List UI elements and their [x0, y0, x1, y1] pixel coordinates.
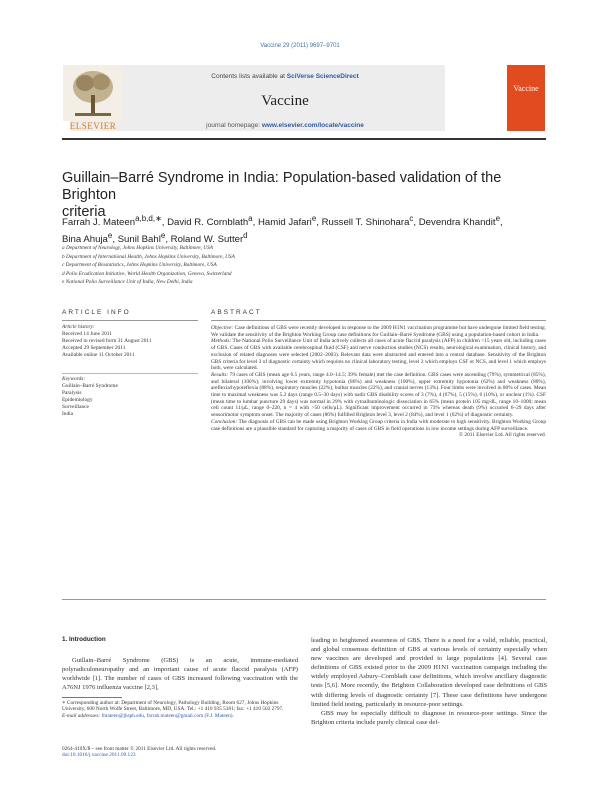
- author-affil-sup: c: [409, 214, 414, 223]
- author-name: , Sunil Bahl: [112, 234, 161, 246]
- author-name: , Roland W. Sutter: [165, 234, 244, 246]
- author-separator: ,: [500, 217, 503, 229]
- email-line: [62, 713, 298, 719]
- abstract-results: [211, 372, 546, 419]
- issn-block: [62, 746, 298, 759]
- abstract-text: Case definitions of GBS were recently developed in response to the 2009 H1N1 vaccination programme but have undergone limited field testing. We validate the sensitivity of the Brighton Working Group case definitions for Guillain–Barré Syndrome (GBS) using a population-based cohort in India.: [211, 325, 546, 338]
- homepage-prefix: journal homepage:: [206, 122, 262, 129]
- issn-line: 0264-410X/$ – see front matter © 2011 Elsevier Ltd. All rights reserved.: [62, 746, 217, 752]
- contents-prefix: Contents lists available at: [211, 73, 287, 80]
- abstract-objective: [211, 325, 546, 338]
- doi-link[interactable]: doi:10.1016/j.vaccine.2011.09.123: [62, 752, 136, 759]
- author-list: [62, 212, 547, 246]
- title-line-1: Guillain–Barré Syndrome in India: Population-based validation of the Brighton: [62, 170, 502, 203]
- affiliation: e National Polio Surveillance Unit of India, New Delhi, India: [62, 279, 193, 286]
- abstract-text: 79 cases of GBS (mean age 6.5 years, range 4.0–14.5; 39% female) met the case definition. GBS cases were ascending (79%), symmetrical (85%), and bilateral (100%); involving lower extremity hypotonia (86%) and weakness (100%), upper extremity hypotonia (62%) and weakness (80%), areflexia/hyporeflexia (88%), respiratory muscles (22%), bulbar muscles (22%), and cranial nerves (13%). Four limbs were involved in 80% of cases. Mean time to maximal weakness was 5.2 days (range 0.5–30 days) with nadir GBS disability scores of 3 (7%), 4 (67%), 5 (15%), 6 (10%), or unclear (1%). CSF (mean time to lumbar puncture 29 days) was normal in 29% with cytoalbuminologic dissociation in 65% (mean protein 105 mg/dL, range 10–1000; mean cell count 11/μL, range 0–220, n = 4 with >50 cells/μL). Significant improvement occurred in 73% whereas death (9%) occurred 6–29 days after sensorimotor symptom onset. The majority of cases (86%) fulfilled Brighton level 3, level 2 (84%), and level 1 (62%) of diagnostic certainty.: [211, 371, 546, 419]
- author-affil-sup: a: [248, 214, 253, 223]
- abstract-conclusion: [211, 419, 546, 432]
- abstract-text: The National Polio Surveillance Unit of India actively collects all cases of acute flaccid paralysis (AFP) in children <15 years old, including cases of GBS. Cases of GBS with available cerebrospinal fluid (CSF) and nerve conduction studies (NCS) results, neurological examination, clinical history, and exclusion of related diagnoses were selected (2002–2003). Relevant data were abstracted and entered into a central database. Sensitivity of the Brighton GBS criteria for level 3 of diagnostic certainty which requires no clinical laboratory testing, level 2 which employs CSF or NCS, and level 1 which employs both, were calculated.: [211, 338, 546, 372]
- affiliation: a Department of Neurology, Johns Hopkins University, Baltimore, USA: [62, 245, 213, 251]
- history-item: Available online 11 October 2011: [62, 352, 135, 358]
- affiliation: b Department of International Health, Johns Hopkins University, Baltimore, USA: [62, 253, 235, 260]
- footnote-divider: [62, 697, 122, 698]
- abstract-body: [211, 325, 546, 439]
- homepage-link[interactable]: www.elsevier.com/locate/vaccine: [261, 122, 364, 129]
- keyword: Guillain–Barré Syndrome: [62, 383, 118, 389]
- contents-availability: [125, 73, 445, 80]
- title-line-2: criteria: [62, 204, 106, 220]
- divider: [211, 320, 546, 321]
- keywords-label: Keywords:: [62, 376, 86, 382]
- keywords: [62, 376, 198, 418]
- author-name: , David R. Cornblath: [161, 217, 249, 229]
- divider: [62, 599, 546, 600]
- author-affil-sup: e: [107, 231, 113, 241]
- publisher-logo: [63, 65, 123, 131]
- affiliation: d Polio Eradication Initiative, World Health Organization, Geneva, Switzerland: [62, 270, 232, 277]
- email-links[interactable]: fmateen@jhsph.edu, farrah.mateen@gmail.com (F.J. Mateen).: [101, 712, 234, 719]
- corresponding-footnote: [62, 700, 298, 719]
- abstract-label: Results:: [211, 371, 229, 378]
- author-affil-sup: a,b,d,∗: [135, 214, 162, 223]
- author-name: , Devendra Khandit: [413, 217, 496, 229]
- sciencedirect-link[interactable]: SciVerse ScienceDirect: [286, 73, 359, 80]
- divider: [62, 373, 198, 374]
- intro-left-column: [62, 656, 298, 692]
- history-item: Received 14 June 2011: [62, 331, 112, 337]
- author-name: Bina Ahuja: [62, 234, 108, 246]
- history-item: Received in revised form 31 August 2011: [62, 338, 152, 344]
- section-heading: 1. Introduction: [62, 636, 106, 643]
- author-affil-sup: e: [160, 231, 166, 241]
- keyword: India: [62, 411, 74, 417]
- abstract-heading: ABSTRACT: [211, 309, 262, 316]
- authors-line-1: [62, 212, 547, 229]
- email-label: E-mail addresses:: [62, 712, 102, 719]
- body-paragraph: GBS may be especially difficult to diagnose in resource-poor settings. Since the Brighton criteria include purely clinical case def-: [311, 709, 547, 726]
- author-affil-sup: e: [311, 214, 317, 223]
- journal-citation: Vaccine 29 (2011) 9697–9701: [260, 43, 340, 49]
- abstract-text: The diagnosis of GBS can be made using Brighton Working Group criteria in India with moderate to high sensitivity. Brighton Working Group case definitions are a plausible standard for capturing a majority of cases of GBS in field operations in low income settings during AFP surveillance.: [211, 418, 546, 432]
- author-affil-sup: d: [243, 231, 248, 241]
- body-paragraph: Guillain–Barré Syndrome (GBS) is an acute, immune-mediated polyradiculoneuropathy and an important cause of acute flaccid paralysis (AFP) worldwide [1]. The number of cases of GBS increased following vaccination with the A76NJ 1976 influenza vaccine [2,3],: [62, 657, 298, 692]
- body-paragraph: leading to heightened awareness of GBS. There is a need for a valid, reliable, practical, and global consensus definition of GBS at various levels of certainty especially when new vaccines are developed and provided to large populations [4]. Several case definitions of GBS existed prior to the 2009 H1N1 vaccination campaign including the widely employed Asbury–Cornblath case definitions, which involve ancillary diagnostic tests [5,6]. More recently, the Brighton Collaboration developed case definitions of GBS with differing levels of diagnostic certainty [7]. These case definitions have undergone limited field testing, particularly in resource-poor settings.: [311, 637, 547, 708]
- keyword: Epidemiology: [62, 397, 93, 403]
- journal-cover: [507, 65, 545, 131]
- keyword: Surveillance: [62, 404, 89, 410]
- journal-title: Vaccine: [261, 93, 309, 109]
- header-divider: [62, 138, 546, 140]
- cover-title: Vaccine: [513, 84, 539, 93]
- elsevier-tree-icon: [63, 65, 123, 121]
- article-info-heading: ARTICLE INFO: [62, 309, 131, 316]
- divider: [62, 320, 198, 321]
- affiliation: c Department of Biostatistics, Johns Hopkins University, Baltimore, USA: [62, 262, 217, 269]
- article-history: [62, 324, 198, 359]
- publisher-name: ELSEVIER: [69, 121, 117, 131]
- journal-homepage: [125, 122, 445, 129]
- corresponding-author: ∗ Corresponding author at: Department of Neurology, Pathology Building, Room 627, Johns Hopkins University, 600 North Wolfe Street, Baltimore, MD, USA. Tel.: +1 410 935 5181; fax: +1 410 502 2797.: [62, 700, 284, 713]
- author-name: , Hamid Jafari: [252, 217, 312, 229]
- author-affil-sup: e: [495, 214, 501, 223]
- affiliations: [62, 244, 547, 287]
- abstract-label: Objective:: [211, 325, 234, 331]
- author-name: Farrah J. Mateen: [62, 217, 136, 229]
- abstract-methods: [211, 338, 546, 372]
- history-item: Accepted 29 September 2011: [62, 345, 126, 351]
- abstract-label: Conclusion:: [211, 418, 238, 425]
- abstract-label: Methods:: [211, 338, 232, 345]
- copyright-notice: © 2011 Elsevier Ltd. All rights reserved.: [459, 432, 546, 439]
- keyword: Paralysis: [62, 390, 82, 396]
- history-label: Article history:: [62, 324, 95, 330]
- intro-right-column: [311, 636, 547, 727]
- author-name: , Russell T. Shinohara: [316, 217, 410, 229]
